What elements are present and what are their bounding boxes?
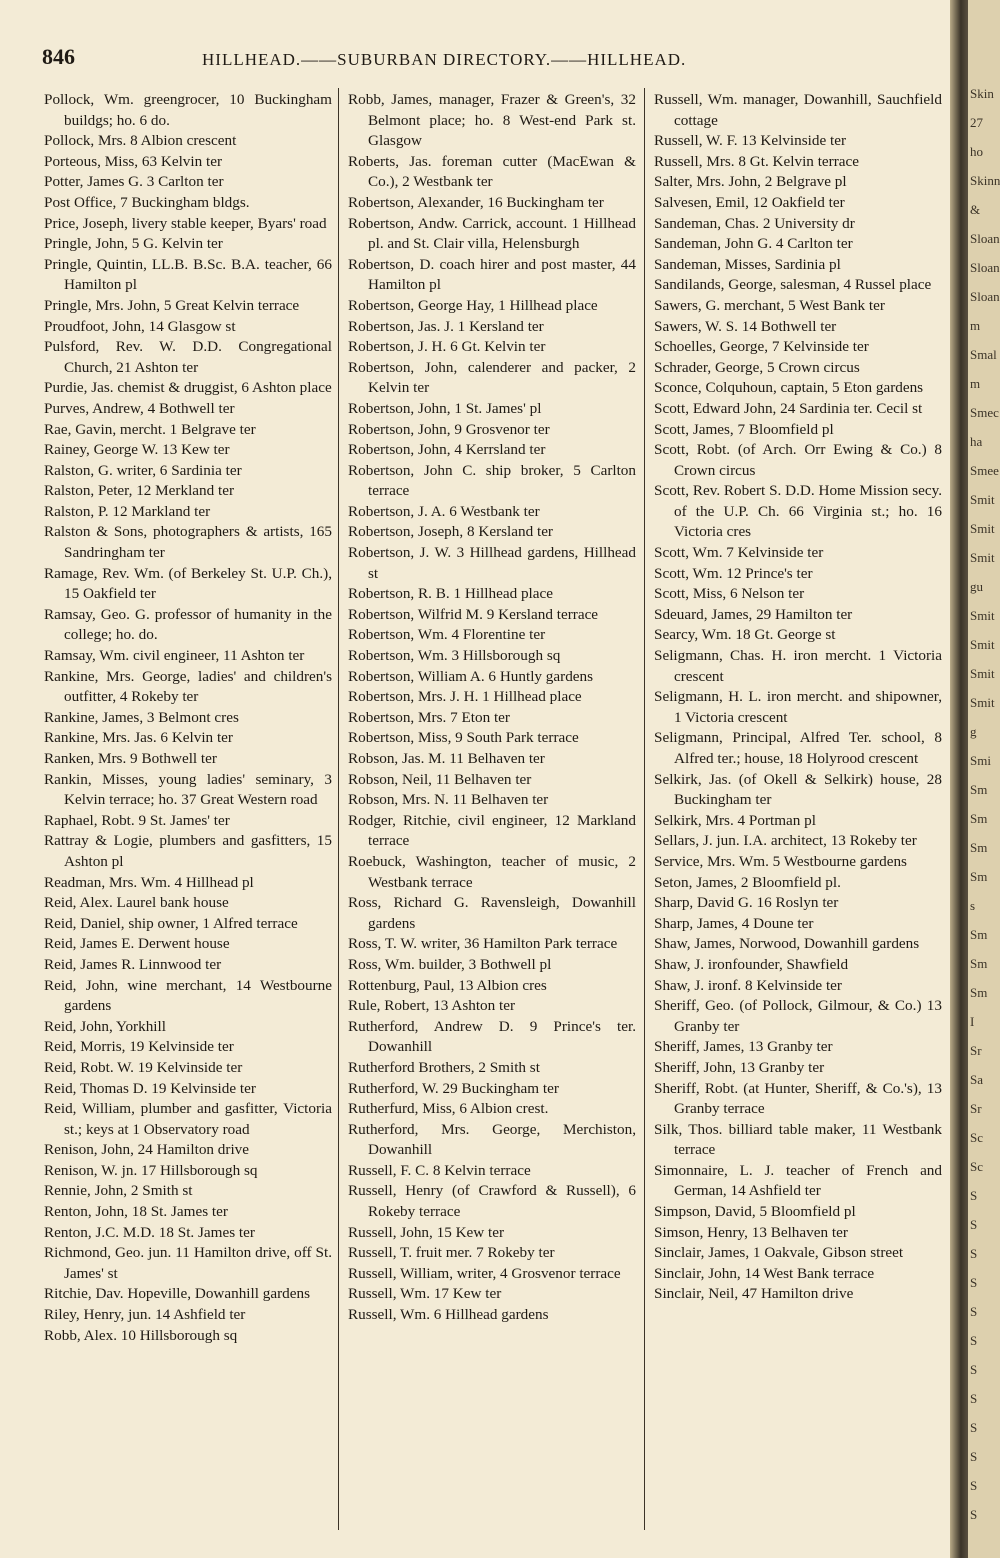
facing-page-fragment: Smi: [970, 753, 991, 768]
directory-entry: Robertson, R. B. 1 Hillhead place: [348, 585, 553, 603]
directory-entry: Robertson, J. H. 6 Gt. Kelvin ter: [348, 338, 546, 356]
directory-entry: Ralston, P. 12 Markland ter: [44, 502, 211, 520]
facing-page-fragment: S: [970, 1217, 978, 1232]
facing-page-fragment: m: [970, 318, 981, 333]
directory-entry: Renison, W. jn. 17 Hillsborough sq: [44, 1161, 258, 1179]
directory-entry: Rutherford, Andrew D. 9 Prince's ter. Dowanhill: [348, 1017, 636, 1056]
directory-entry: Ramage, Rev. Wm. (of Berkeley St. U.P. Ch.), 15 Oakfield ter: [44, 564, 332, 603]
directory-entry: Post Office, 7 Buckingham bldgs.: [44, 193, 250, 211]
directory-entry: Proudfoot, John, 14 Glasgow st: [44, 317, 236, 335]
directory-entry: Salvesen, Emil, 12 Oakfield ter: [654, 193, 845, 211]
facing-page-fragment: Sm: [970, 956, 988, 971]
directory-column-3: [654, 90, 942, 1305]
directory-entry: Robertson, John, 9 Grosvenor ter: [348, 420, 550, 438]
directory-entry: Pulsford, Rev. W. D.D. Congregational Church, 21 Ashton ter: [44, 338, 332, 376]
facing-page-fragment: S: [970, 1188, 978, 1203]
facing-page-fragment: Sr: [970, 1043, 982, 1058]
directory-entry: Roberts, Jas. foreman cutter (MacEwan & Co.), 2 Westbank ter: [348, 152, 636, 191]
directory-entry: Robertson, George Hay, 1 Hillhead place: [348, 296, 598, 314]
page-number: 846: [42, 44, 75, 69]
directory-entry: Rankin, Misses, young ladies' seminary, 3 Kelvin terrace; ho. 37 Great Western road: [44, 770, 332, 809]
directory-entry: Rutherford, W. 29 Buckingham ter: [348, 1079, 559, 1097]
directory-entry: Ralston & Sons, photographers & artists, 165 Sandringham ter: [44, 523, 332, 562]
directory-entry: Ross, Wm. builder, 3 Bothwell pl: [348, 955, 552, 973]
directory-entry: Sconce, Colquhoun, captain, 5 Eton gardens: [654, 379, 924, 397]
facing-page-fragment: s: [970, 898, 976, 913]
directory-entry: Robertson, Mrs. 7 Eton ter: [348, 708, 510, 726]
facing-page-fragment: Sm: [970, 927, 988, 942]
directory-entry: Rae, Gavin, mercht. 1 Belgrave ter: [44, 420, 256, 438]
directory-entry: Robson, Mrs. N. 11 Belhaven ter: [348, 791, 549, 809]
directory-entry: Rutherford, Mrs. George, Merchiston, Dowanhill: [348, 1120, 636, 1159]
directory-entry: Sinclair, James, 1 Oakvale, Gibson street: [654, 1244, 904, 1262]
directory-entry: Russell, Wm. 6 Hillhead gardens: [348, 1306, 549, 1324]
facing-page-fragment: Smit: [970, 550, 995, 565]
directory-entry: Sandeman, John G. 4 Carlton ter: [654, 235, 853, 253]
directory-entry: Sandilands, George, salesman, 4 Russel place: [654, 276, 932, 294]
directory-entry: Sawers, W. S. 14 Bothwell ter: [654, 317, 837, 335]
directory-entry: Ramsay, Wm. civil engineer, 11 Ashton ter: [44, 647, 305, 665]
facing-page-fragment: Sm: [970, 985, 988, 1000]
directory-entry: Robson, Jas. M. 11 Belhaven ter: [348, 750, 545, 767]
column-rule: [338, 88, 339, 1530]
facing-page-fragment: m: [970, 376, 981, 391]
facing-page-fragment: S: [970, 1449, 978, 1464]
facing-page-fragment: Sc: [970, 1130, 983, 1145]
directory-entry: Simonnaire, L. J. teacher of French and German, 14 Ashfield ter: [654, 1161, 942, 1200]
directory-entry: Scott, Wm. 12 Prince's ter: [654, 564, 813, 582]
directory-entry: Rule, Robert, 13 Ashton ter: [348, 997, 516, 1015]
directory-entry: Renton, J.C. M.D. 18 St. James ter: [44, 1223, 255, 1241]
directory-entry: Sdeuard, James, 29 Hamilton ter: [654, 605, 853, 623]
directory-entry: Readman, Mrs. Wm. 4 Hillhead pl: [44, 873, 254, 891]
facing-page-fragment: &: [970, 202, 981, 217]
directory-entry: Sawers, G. merchant, 5 West Bank ter: [654, 296, 885, 314]
facing-page-fragment: S: [970, 1478, 978, 1493]
directory-entry: Scott, James, 7 Bloomfield pl: [654, 420, 834, 438]
facing-page-fragment: S: [970, 1275, 978, 1290]
directory-entry: Rennie, John, 2 Smith st: [44, 1182, 193, 1200]
facing-page-fragment: ha: [970, 434, 983, 449]
facing-page-fragment: S: [970, 1362, 978, 1377]
facing-page-fragment: Sloan: [970, 289, 1000, 304]
facing-page-fragment: Sm: [970, 840, 988, 855]
directory-entry: Rattray & Logie, plumbers and gasfitters, 15 Ashton pl: [44, 832, 332, 870]
directory-entry: Seligmann, Principal, Alfred Ter. school, 8 Alfred ter.; house, 18 Holyrood crescent: [654, 729, 942, 767]
directory-entry: Pollock, Mrs. 8 Albion crescent: [44, 132, 237, 150]
facing-page-fragment: Smit: [970, 637, 995, 652]
facing-page-fragment: Skinn: [970, 173, 1000, 188]
directory-entry: Sandeman, Misses, Sardinia pl: [654, 255, 841, 273]
directory-column-2: [348, 90, 636, 1326]
directory-entry: Rankine, James, 3 Belmont cres: [44, 708, 239, 726]
directory-entry: Searcy, Wm. 18 Gt. George st: [654, 626, 836, 644]
running-head: HILLHEAD.——SUBURBAN DIRECTORY.——HILLHEAD.: [202, 50, 687, 69]
directory-entry: Robertson, Wilfrid M. 9 Kersland terrace: [348, 605, 599, 623]
facing-page-fragment: S: [970, 1391, 978, 1406]
directory-entry: Scott, Robt. (of Arch. Orr Ewing & Co.) 8 Crown circus: [654, 441, 942, 479]
directory-entry: Rutherfurd, Miss, 6 Albion crest.: [348, 1100, 549, 1118]
directory-entry: Ranken, Mrs. 9 Bothwell ter: [44, 750, 217, 767]
directory-entry: Schoelles, George, 7 Kelvinside ter: [654, 338, 869, 356]
facing-page-fragment: Sm: [970, 869, 988, 884]
facing-page-fragment: Smec: [970, 405, 999, 420]
directory-entry: Russell, William, writer, 4 Grosvenor terrace: [348, 1264, 621, 1282]
directory-entry: Ritchie, Dav. Hopeville, Dowanhill gardens: [44, 1285, 310, 1303]
directory-entry: Russell, Wm. 17 Kew ter: [348, 1285, 502, 1303]
facing-page-fragment: Smal: [970, 347, 997, 362]
directory-entry: Reid, Daniel, ship owner, 1 Alfred terrace: [44, 914, 298, 932]
facing-page-fragment: 27: [970, 115, 983, 130]
facing-page-fragment: Sc: [970, 1159, 983, 1174]
facing-page-fragment: Skin: [970, 86, 994, 101]
directory-entry: Russell, W. F. 13 Kelvinside ter: [654, 132, 846, 150]
directory-entry: Roebuck, Washington, teacher of music, 2 Westbank terrace: [348, 852, 636, 891]
facing-page-fragment: Smit: [970, 695, 995, 710]
directory-entry: Pringle, Quintin, LL.B. B.Sc. B.A. teacher, 66 Hamilton pl: [44, 255, 332, 294]
facing-page-fragment: Sm: [970, 782, 988, 797]
directory-entry: Rutherford Brothers, 2 Smith st: [348, 1058, 540, 1076]
directory-entry: Robertson, Wm. 3 Hillsborough sq: [348, 647, 561, 665]
directory-entry: Renison, John, 24 Hamilton drive: [44, 1141, 250, 1159]
directory-entry: Seligmann, H. L. iron mercht. and shipowner, 1 Victoria crescent: [654, 688, 942, 726]
facing-page-fragment: Smit: [970, 608, 995, 623]
directory-entry: Robertson, Wm. 4 Florentine ter: [348, 626, 546, 644]
directory-entry: Selkirk, Mrs. 4 Portman pl: [654, 811, 816, 829]
directory-entry: Robertson, D. coach hirer and post master, 44 Hamilton pl: [348, 255, 636, 294]
directory-entry: Seton, James, 2 Bloomfield pl.: [654, 873, 841, 891]
directory-entry: Simson, Henry, 13 Belhaven ter: [654, 1223, 848, 1241]
directory-entry: Scott, Miss, 6 Nelson ter: [654, 585, 805, 603]
directory-entry: Robertson, Jas. J. 1 Kersland ter: [348, 317, 544, 335]
facing-page-fragment: Sloan: [970, 260, 1000, 275]
directory-entry: Simpson, David, 5 Bloomfield pl: [654, 1203, 856, 1221]
directory-entry: Sinclair, John, 14 West Bank terrace: [654, 1264, 875, 1282]
directory-entry: Reid, Thomas D. 19 Kelvinside ter: [44, 1079, 256, 1097]
directory-entry: Russell, Wm. manager, Dowanhill, Sauchfield cottage: [654, 91, 942, 129]
directory-entry: Pringle, John, 5 G. Kelvin ter: [44, 235, 223, 253]
facing-page-fragment: S: [970, 1420, 978, 1435]
facing-page-fragment: g: [970, 724, 977, 739]
directory-entry: Shaw, J. ironf. 8 Kelvinside ter: [654, 976, 842, 994]
directory-entry: Robertson, John, 1 St. James' pl: [348, 399, 542, 417]
directory-entry: Sheriff, Robt. (at Hunter, Sheriff, & Co.'s), 13 Granby terrace: [654, 1079, 942, 1118]
directory-entry: Riley, Henry, jun. 14 Ashfield ter: [44, 1306, 246, 1324]
directory-entry: Silk, Thos. billiard table maker, 11 Westbank terrace: [654, 1120, 942, 1159]
directory-entry: Sheriff, Geo. (of Pollock, Gilmour, & Co.) 13 Granby ter: [654, 997, 942, 1035]
directory-entry: Reid, James E. Derwent house: [44, 935, 230, 953]
directory-entry: Shaw, James, Norwood, Dowanhill gardens: [654, 935, 920, 953]
directory-entry: Sheriff, John, 13 Granby ter: [654, 1058, 825, 1076]
facing-page-fragment: ho: [970, 144, 983, 159]
directory-entry: Reid, Robt. W. 19 Kelvinside ter: [44, 1058, 243, 1076]
directory-entry: Purdie, Jas. chemist & druggist, 6 Ashton place: [44, 379, 332, 397]
directory-entry: Robb, James, manager, Frazer & Green's, 32 Belmont place; ho. 8 West-end Park st. Glasgow: [348, 91, 636, 150]
directory-entry: Russell, F. C. 8 Kelvin terrace: [348, 1161, 531, 1179]
directory-entry: Robertson, John, 4 Kerrsland ter: [348, 441, 546, 459]
facing-page-fragment: Sa: [970, 1072, 983, 1087]
directory-entry: Richmond, Geo. jun. 11 Hamilton drive, off St. James' st: [44, 1244, 332, 1282]
directory-entry: Robertson, Miss, 9 South Park terrace: [348, 729, 579, 747]
facing-page-fragment: gu: [970, 579, 983, 594]
facing-page-fragment: S: [970, 1304, 978, 1319]
facing-page-fragment: S: [970, 1333, 978, 1348]
directory-entry: Salter, Mrs. John, 2 Belgrave pl: [654, 173, 847, 191]
directory-entry: Service, Mrs. Wm. 5 Westbourne gardens: [654, 852, 907, 870]
directory-entry: Robertson, J. W. 3 Hillhead gardens, Hillhead st: [348, 544, 636, 582]
directory-entry: Ramsay, Geo. G. professor of humanity in the college; ho. do.: [44, 605, 332, 644]
facing-page-fragment: Smit: [970, 492, 995, 507]
directory-entry: Robertson, Joseph, 8 Kersland ter: [348, 523, 553, 541]
directory-entry: Rankine, Mrs. Jas. 6 Kelvin ter: [44, 729, 233, 747]
directory-entry: Price, Joseph, livery stable keeper, Byars' road: [44, 214, 327, 232]
directory-entry: Sinclair, Neil, 47 Hamilton drive: [654, 1285, 854, 1303]
directory-entry: Russell, T. fruit mer. 7 Rokeby ter: [348, 1244, 555, 1262]
directory-entry: Robertson, John C. ship broker, 5 Carlton terrace: [348, 461, 636, 500]
directory-entry: Scott, Wm. 7 Kelvinside ter: [654, 544, 824, 562]
book-gutter: [950, 0, 968, 1558]
directory-entry: Ralston, G. writer, 6 Sardinia ter: [44, 461, 242, 479]
directory-entry: Ross, T. W. writer, 36 Hamilton Park terrace: [348, 935, 618, 953]
facing-page-fragment: Sloan: [970, 231, 1000, 246]
directory-entry: Raphael, Robt. 9 St. James' ter: [44, 811, 230, 829]
directory-entry: Schrader, George, 5 Crown circus: [654, 358, 860, 376]
directory-entry: Ralston, Peter, 12 Merkland ter: [44, 482, 235, 500]
directory-entry: Purves, Andrew, 4 Bothwell ter: [44, 399, 235, 417]
directory-entry: Robertson, Mrs. J. H. 1 Hillhead place: [348, 688, 582, 706]
directory-entry: Rankine, Mrs. George, ladies' and children's outfitter, 4 Rokeby ter: [44, 667, 332, 706]
directory-entry: Porteous, Miss, 63 Kelvin ter: [44, 152, 223, 170]
directory-entry: Potter, James G. 3 Carlton ter: [44, 173, 224, 191]
directory-entry: Robb, Alex. 10 Hillsborough sq: [44, 1326, 238, 1344]
directory-entry: Reid, William, plumber and gasfitter, Victoria st.; keys at 1 Observatory road: [44, 1100, 332, 1138]
directory-entry: Renton, John, 18 St. James ter: [44, 1203, 228, 1221]
facing-page-fragment: I: [970, 1014, 975, 1029]
facing-page-fragment: Smit: [970, 521, 995, 536]
facing-page-fragment: Smit: [970, 666, 995, 681]
facing-page-fragment: Sm: [970, 811, 988, 826]
directory-entry: Sharp, James, 4 Doune ter: [654, 914, 814, 932]
directory-entry: Seligmann, Chas. H. iron mercht. 1 Victoria crescent: [654, 647, 942, 685]
directory-entry: Robson, Neil, 11 Belhaven ter: [348, 770, 532, 788]
directory-entry: Reid, John, Yorkhill: [44, 1017, 166, 1035]
facing-page-fragment: S: [970, 1246, 978, 1261]
directory-entry: Selkirk, Jas. (of Okell & Selkirk) house, 28 Buckingham ter: [654, 770, 942, 809]
directory-entry: Rainey, George W. 13 Kew ter: [44, 441, 230, 459]
directory-entry: Ross, Richard G. Ravensleigh, Dowanhill gardens: [348, 894, 636, 932]
column-rule: [644, 88, 645, 1530]
directory-entry: Reid, Alex. Laurel bank house: [44, 894, 229, 912]
facing-page-fragment: Sr: [970, 1101, 982, 1116]
directory-entry: Sellars, J. jun. I.A. architect, 13 Rokeby ter: [654, 832, 917, 850]
directory-entry: Pringle, Mrs. John, 5 Great Kelvin terrace: [44, 296, 300, 314]
directory-entry: Russell, John, 15 Kew ter: [348, 1223, 505, 1241]
facing-page-edge: [968, 0, 1000, 1558]
facing-page-fragment: Smee: [970, 463, 999, 478]
facing-page-fragment: S: [970, 1507, 978, 1522]
directory-entry: Robertson, Andw. Carrick, account. 1 Hillhead pl. and St. Clair villa, Helensburgh: [348, 214, 636, 253]
directory-entry: Sandeman, Chas. 2 University dr: [654, 214, 855, 232]
directory-entry: Robertson, Alexander, 16 Buckingham ter: [348, 193, 604, 211]
directory-entry: Sharp, David G. 16 Roslyn ter: [654, 894, 839, 912]
directory-entry: Robertson, William A. 6 Huntly gardens: [348, 667, 594, 685]
directory-entry: Rottenburg, Paul, 13 Albion cres: [348, 976, 547, 994]
directory-entry: Russell, Henry (of Crawford & Russell), 6 Rokeby terrace: [348, 1182, 636, 1221]
directory-entry: Shaw, J. ironfounder, Shawfield: [654, 955, 849, 973]
directory-entry: Robertson, John, calenderer and packer, 2 Kelvin ter: [348, 358, 636, 397]
directory-entry: Reid, Morris, 19 Kelvinside ter: [44, 1038, 234, 1056]
directory-entry: Robertson, J. A. 6 Westbank ter: [348, 502, 540, 520]
directory-entry: Reid, James R. Linnwood ter: [44, 955, 222, 973]
directory-column-1: [44, 90, 332, 1346]
directory-entry: Scott, Rev. Robert S. D.D. Home Mission secy. of the U.P. Ch. 66 Virginia st.; ho. 16 Victoria cres: [654, 482, 942, 541]
directory-entry: Pollock, Wm. greengrocer, 10 Buckingham buildgs; ho. 6 do.: [44, 91, 332, 129]
directory-entry: Rodger, Ritchie, civil engineer, 12 Markland terrace: [348, 811, 636, 850]
directory-entry: Reid, John, wine merchant, 14 Westbourne gardens: [44, 976, 332, 1015]
directory-entry: Sheriff, James, 13 Granby ter: [654, 1038, 833, 1056]
page-header: [42, 38, 942, 78]
directory-entry: Scott, Edward John, 24 Sardinia ter. Cecil st: [654, 399, 923, 417]
directory-entry: Russell, Mrs. 8 Gt. Kelvin terrace: [654, 152, 859, 170]
